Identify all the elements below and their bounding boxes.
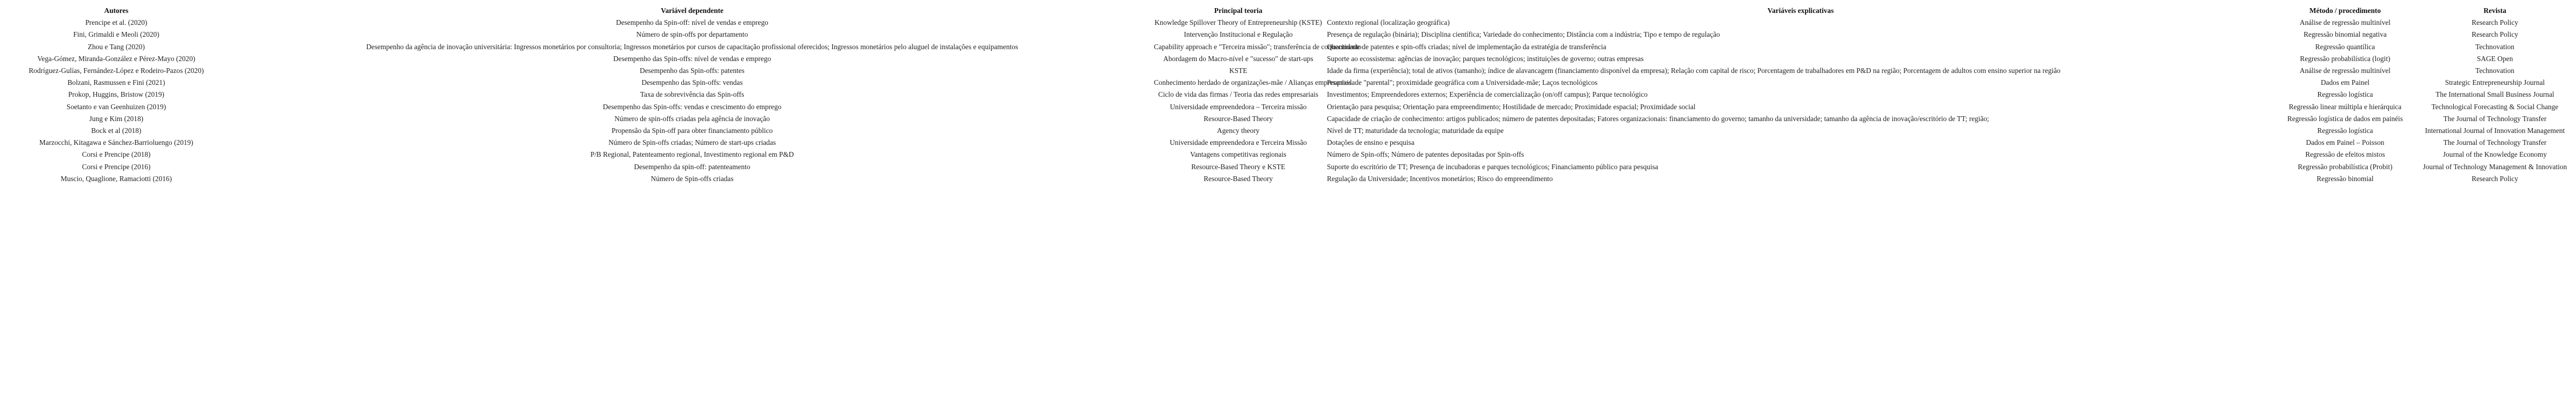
cell-variavel-dependente: Desempenho das Spin-offs: nível de vendas e emprego [613, 54, 771, 63]
cell-principal-teoria: Universidade empreendedora e Terceira Missão [1170, 138, 1307, 147]
cell-revista: Research Policy [2471, 18, 2519, 27]
cell-variaveis-explicativas: Dotações de ensino e pesquisa [1327, 138, 1415, 147]
cell-variaveis-explicativas: Número de Spin-offs; Número de patentes depositadas por Spin-offs [1327, 150, 1524, 159]
header-autores: Autores [104, 6, 129, 15]
cell-autores: Rodríguez-Gulías, Fernández-López e Rodeiro-Pazos (2020) [29, 66, 204, 75]
cell-autores: Bock et al (2018) [91, 126, 142, 135]
cell-revista: Technovation [2475, 42, 2515, 51]
header-principal-teoria: Principal teoria [1214, 6, 1263, 15]
cell-revista: International Journal of Innovation Management [2425, 126, 2565, 135]
cell-variavel-dependente: Propensão da Spin-off para obter financiamento público [611, 126, 773, 135]
cell-revista: The International Small Business Journal [2435, 90, 2554, 99]
table-row [0, 77, 2576, 89]
cell-revista: The Journal of Technology Transfer [2443, 138, 2547, 147]
cell-variaveis-explicativas: Presença de regulação (binária); Disciplina científica; Variedade do conhecimento; Distância com a indústria; Tipo e tempo de regulação [1327, 30, 1720, 39]
cell-principal-teoria: Intervenção Institucional e Regulação [1184, 30, 1293, 39]
table-row [0, 89, 2576, 101]
cell-revista: Journal of the Knowledge Economy [2442, 150, 2547, 159]
table-row [0, 29, 2576, 41]
cell-autores: Marzocchi, Kitagawa e Sánchez-Barrioluengo (2019) [39, 138, 194, 147]
cell-variavel-dependente: P/B Regional, Patenteamento regional, Investimento regional em P&D [590, 150, 794, 159]
table-row [0, 17, 2576, 29]
cell-revista: Technological Forecasting & Social Change [2431, 102, 2559, 111]
cell-autores: Prokop, Huggins, Bristow (2019) [68, 90, 164, 99]
cell-variavel-dependente: Desempenho das Spin-offs: patentes [640, 66, 745, 75]
cell-revista: Research Policy [2471, 174, 2519, 183]
cell-variavel-dependente: Desempenho das Spin-offs: vendas e crescimento do emprego [602, 102, 782, 111]
table-row [0, 149, 2576, 161]
table-row [0, 65, 2576, 77]
header-variaveis-explicativas: Variáveis explicativas [1767, 6, 1834, 15]
cell-variaveis-explicativas: Contexto regional (localização geográfica) [1327, 18, 1450, 27]
cell-autores: Bolzani, Rasmussen e Fini (2021) [67, 78, 165, 87]
cell-metodo: Regressão probabilística (logit) [2300, 54, 2391, 63]
cell-principal-teoria: Ciclo de vida das firmas / Teoria das redes empresariais [1158, 90, 1319, 99]
cell-variavel-dependente: Número de Spin-offs criadas [650, 174, 734, 183]
cell-principal-teoria: Knowledge Spillover Theory of Entrepreneurship (KSTE) [1154, 18, 1322, 27]
cell-autores: Zhou e Tang (2020) [88, 42, 145, 51]
header-revista: Revista [2483, 6, 2507, 15]
cell-principal-teoria: Abordagem do Macro-nível e "sucesso" de start-ups [1163, 54, 1313, 63]
cell-autores: Prencipe et al. (2020) [85, 18, 148, 27]
cell-principal-teoria: Resource-Based Theory [1204, 114, 1273, 123]
cell-autores: Muscio, Quaglione, Ramaciotti (2016) [61, 174, 172, 183]
cell-metodo: Regressão logística [2317, 90, 2373, 99]
cell-autores: Jung e Kim (2018) [89, 114, 144, 123]
cell-metodo: Regressão de efeitos mistos [2305, 150, 2385, 159]
cell-metodo: Regressão logística de dados em painéis [2287, 114, 2403, 123]
cell-variaveis-explicativas: Regulação da Universidade; Incentivos monetários; Risco do empreendimento [1327, 174, 1553, 183]
table-row [0, 41, 2576, 53]
cell-variaveis-explicativas: Quantidade de patentes e spin-offs criadas; nível de implementação da estratégia de transferência [1327, 42, 1606, 51]
cell-variavel-dependente: Desempenho da spin-off: patenteamento [634, 162, 751, 171]
cell-variavel-dependente: Desempenho da Spin-off: nível de vendas e emprego [616, 18, 768, 27]
cell-autores: Soetanto e van Geenhuizen (2019) [67, 102, 166, 111]
cell-principal-teoria: Vantagens competitivas regionais [1190, 150, 1286, 159]
header-variavel-dependente: Variável dependente [661, 6, 723, 15]
cell-metodo: Análise de regressão multinível [2299, 18, 2391, 27]
cell-variavel-dependente: Número de spin-offs criadas pela agência de inovação [614, 114, 770, 123]
cell-variaveis-explicativas: Suporte do escritório de TT; Presença de incubadoras e parques tecnológicos; Financiamento público para pesquisa [1327, 162, 1658, 171]
cell-autores: Corsi e Prencipe (2016) [82, 162, 151, 171]
cell-metodo: Regressão probabilística (Probit) [2298, 162, 2393, 171]
cell-revista: Strategic Entrepreneurship Journal [2445, 78, 2545, 87]
cell-variaveis-explicativas: Investimentos; Empreendedores externos; Experiência de comercialização (on/off campus); Parque tecnológico [1327, 90, 1648, 99]
cell-variaveis-explicativas: Idade da firma (experiência); total de ativos (tamanho); índice de alavancagem (financiamento disponível da empresa); Relação com capital de risco; Porcentagem de trabalhadores em P&D na região; Porcentagem de adultos com ensino superior na região [1327, 66, 2061, 75]
cell-variavel-dependente: Taxa de sobrevivência das Spin-offs [640, 90, 745, 99]
cell-revista: The Journal of Technology Transfer [2443, 114, 2547, 123]
table-row [0, 173, 2576, 185]
cell-metodo: Regressão linear múltipla e hierárquica [2288, 102, 2402, 111]
cell-autores: Corsi e Prencipe (2018) [82, 150, 151, 159]
table-row [0, 125, 2576, 137]
cell-variaveis-explicativas: Orientação para pesquisa; Orientação para empreendimento; Hostilidade de mercado; Proximidade espacial; Proximidade social [1327, 102, 1696, 111]
cell-principal-teoria: Resource-Based Theory e KSTE [1191, 162, 1285, 171]
cell-autores: Fini, Grimaldi e Meoli (2020) [73, 30, 160, 39]
cell-variaveis-explicativas: Capacidade de criação de conhecimento: artigos publicados; número de patentes depositadas; Fatores organizacionais: financiamento do governo; tamanho da universidade; tamanho da agência de inovação/escritório de TT; região; [1327, 114, 1989, 123]
cell-principal-teoria: Agency theory [1217, 126, 1260, 135]
table-row [0, 161, 2576, 172]
table-body [0, 17, 2576, 185]
cell-variavel-dependente: Número de Spin-offs criadas; Número de start-ups criadas [608, 138, 776, 147]
cell-metodo: Análise de regressão multinível [2299, 66, 2391, 75]
cell-variaveis-explicativas: Propriedade "parental"; proximidade geográfica com a Universidade-mãe; Laços tecnológicos [1327, 78, 1598, 87]
studies-table [0, 5, 2576, 185]
cell-variaveis-explicativas: Suporte ao ecossistema: agências de inovação; parques tecnológicos; instituições de governo; outras empresas [1327, 54, 1644, 63]
cell-metodo: Dados em Painel [2320, 78, 2370, 87]
cell-revista: Journal of Technology Management & Innovation [2422, 162, 2567, 171]
cell-principal-teoria: KSTE [1229, 66, 1247, 75]
cell-metodo: Dados em Painel – Poisson [2306, 138, 2385, 147]
cell-metodo: Regressão binomial negativa [2303, 30, 2387, 39]
table-row [0, 101, 2576, 113]
cell-principal-teoria: Capability approach e "Terceira missão"; transferência de conhecimento [1154, 42, 1362, 51]
cell-variavel-dependente: Desempenho da agência de inovação universitária: Ingressos monetários por consultoria; Ingressos monetários por cursos de capacitação profissional oferecidos; Ingressos monetários pelo aluguel de instalações e equipamentos [366, 42, 1018, 51]
cell-variavel-dependente: Desempenho das Spin-offs: vendas [641, 78, 743, 87]
cell-principal-teoria: Resource-Based Theory [1204, 174, 1273, 183]
cell-metodo: Regressão binomial [2316, 174, 2374, 183]
cell-revista: SAGE Open [2477, 54, 2513, 63]
table-row [0, 53, 2576, 65]
cell-revista: Technovation [2475, 66, 2515, 75]
header-metodo: Método / procedimento [2309, 6, 2381, 15]
table-header [0, 5, 2576, 17]
cell-metodo: Regressão quantílica [2315, 42, 2375, 51]
cell-revista: Research Policy [2471, 30, 2519, 39]
table-row [0, 137, 2576, 149]
table-row [0, 113, 2576, 125]
cell-variavel-dependente: Número de spin-offs por departamento [636, 30, 748, 39]
header-row [0, 5, 2576, 17]
cell-variaveis-explicativas: Nível de TT; maturidade da tecnologia; maturidade da equipe [1327, 126, 1504, 135]
cell-metodo: Regressão logística [2317, 126, 2373, 135]
cell-autores: Vega-Gómez, Miranda-González e Pérez-Mayo (2020) [37, 54, 196, 63]
cell-principal-teoria: Conhecimento herdado de organizações-mãe / Alianças empresariais [1154, 78, 1352, 87]
cell-principal-teoria: Universidade empreendedora – Terceira missão [1170, 102, 1307, 111]
